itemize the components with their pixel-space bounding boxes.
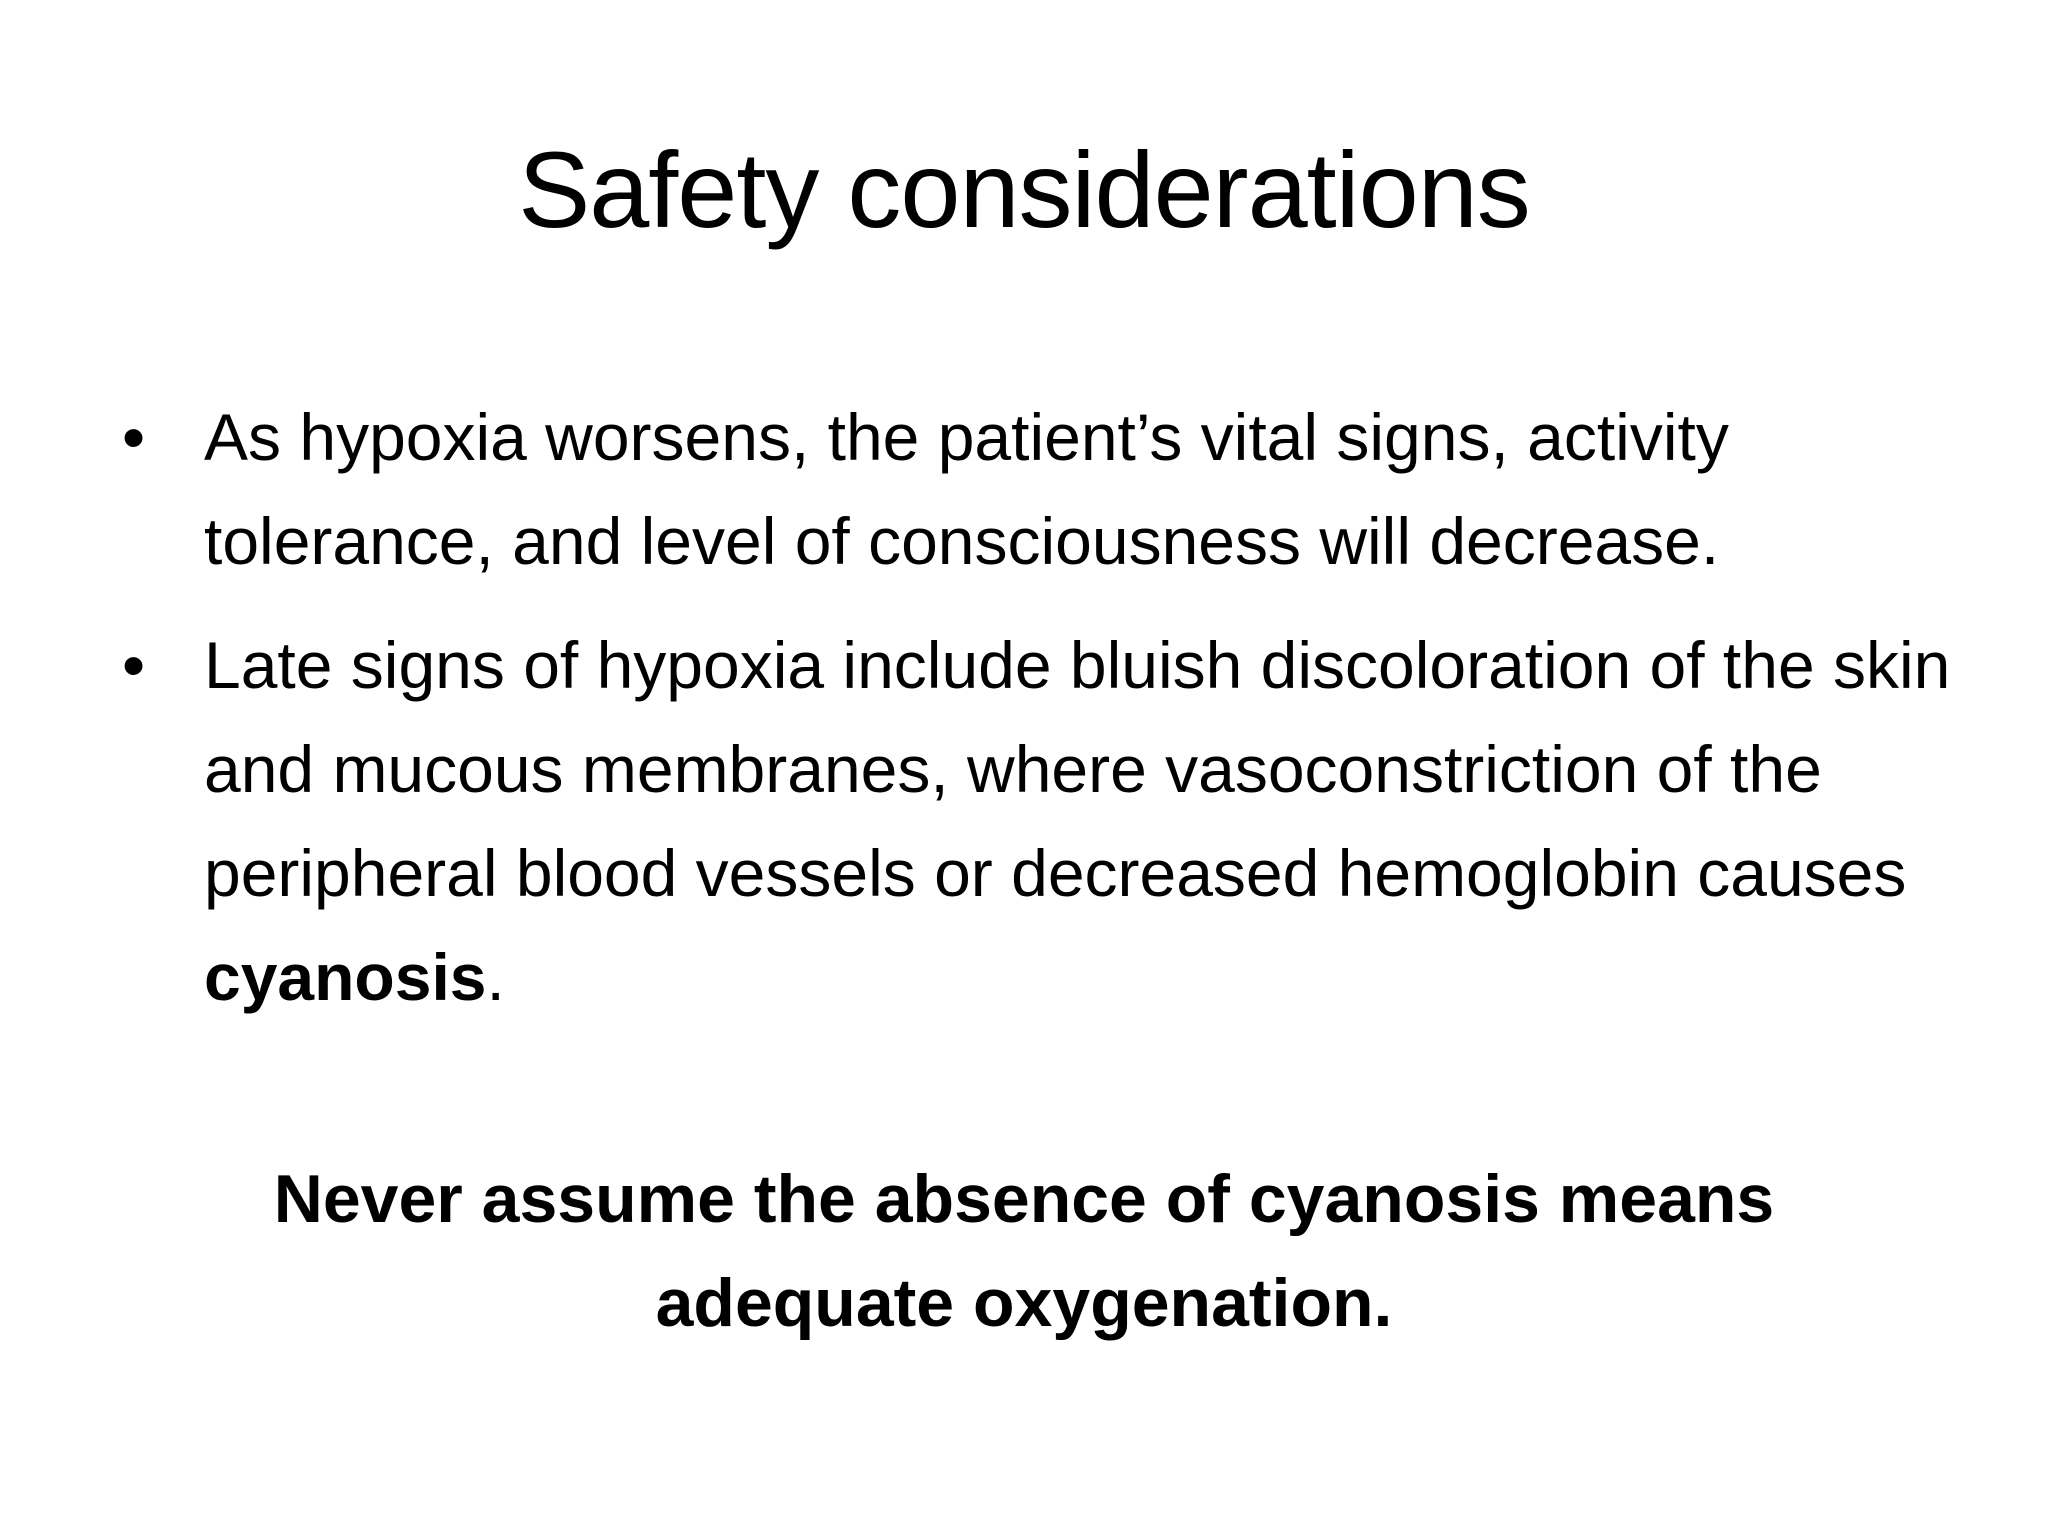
bullet-text-end: . <box>486 940 505 1014</box>
bullet-item-late-signs <box>122 613 1952 1029</box>
bullet-icon: • <box>122 628 146 702</box>
emphasis-note: Never assume the absence of cyanosis means adequate oxygenation. <box>273 1161 1775 1341</box>
bullet-item-vital-signs <box>122 385 1952 593</box>
slide-title: Safety considerations <box>518 129 1530 250</box>
bullet-icon: • <box>122 400 146 474</box>
cyanosis-term: cyanosis <box>204 940 487 1014</box>
bullet-list <box>122 385 1952 1049</box>
bullet-text: Late signs of hypoxia include bluish discoloration of the skin and mucous membranes, where vasoconstriction of the peripheral blood vessels or decreased hemoglobin causes <box>204 628 1951 910</box>
bullet-text: As hypoxia worsens, the patient’s vital signs, activity tolerance, and level of consciousness will decrease. <box>204 400 1729 578</box>
